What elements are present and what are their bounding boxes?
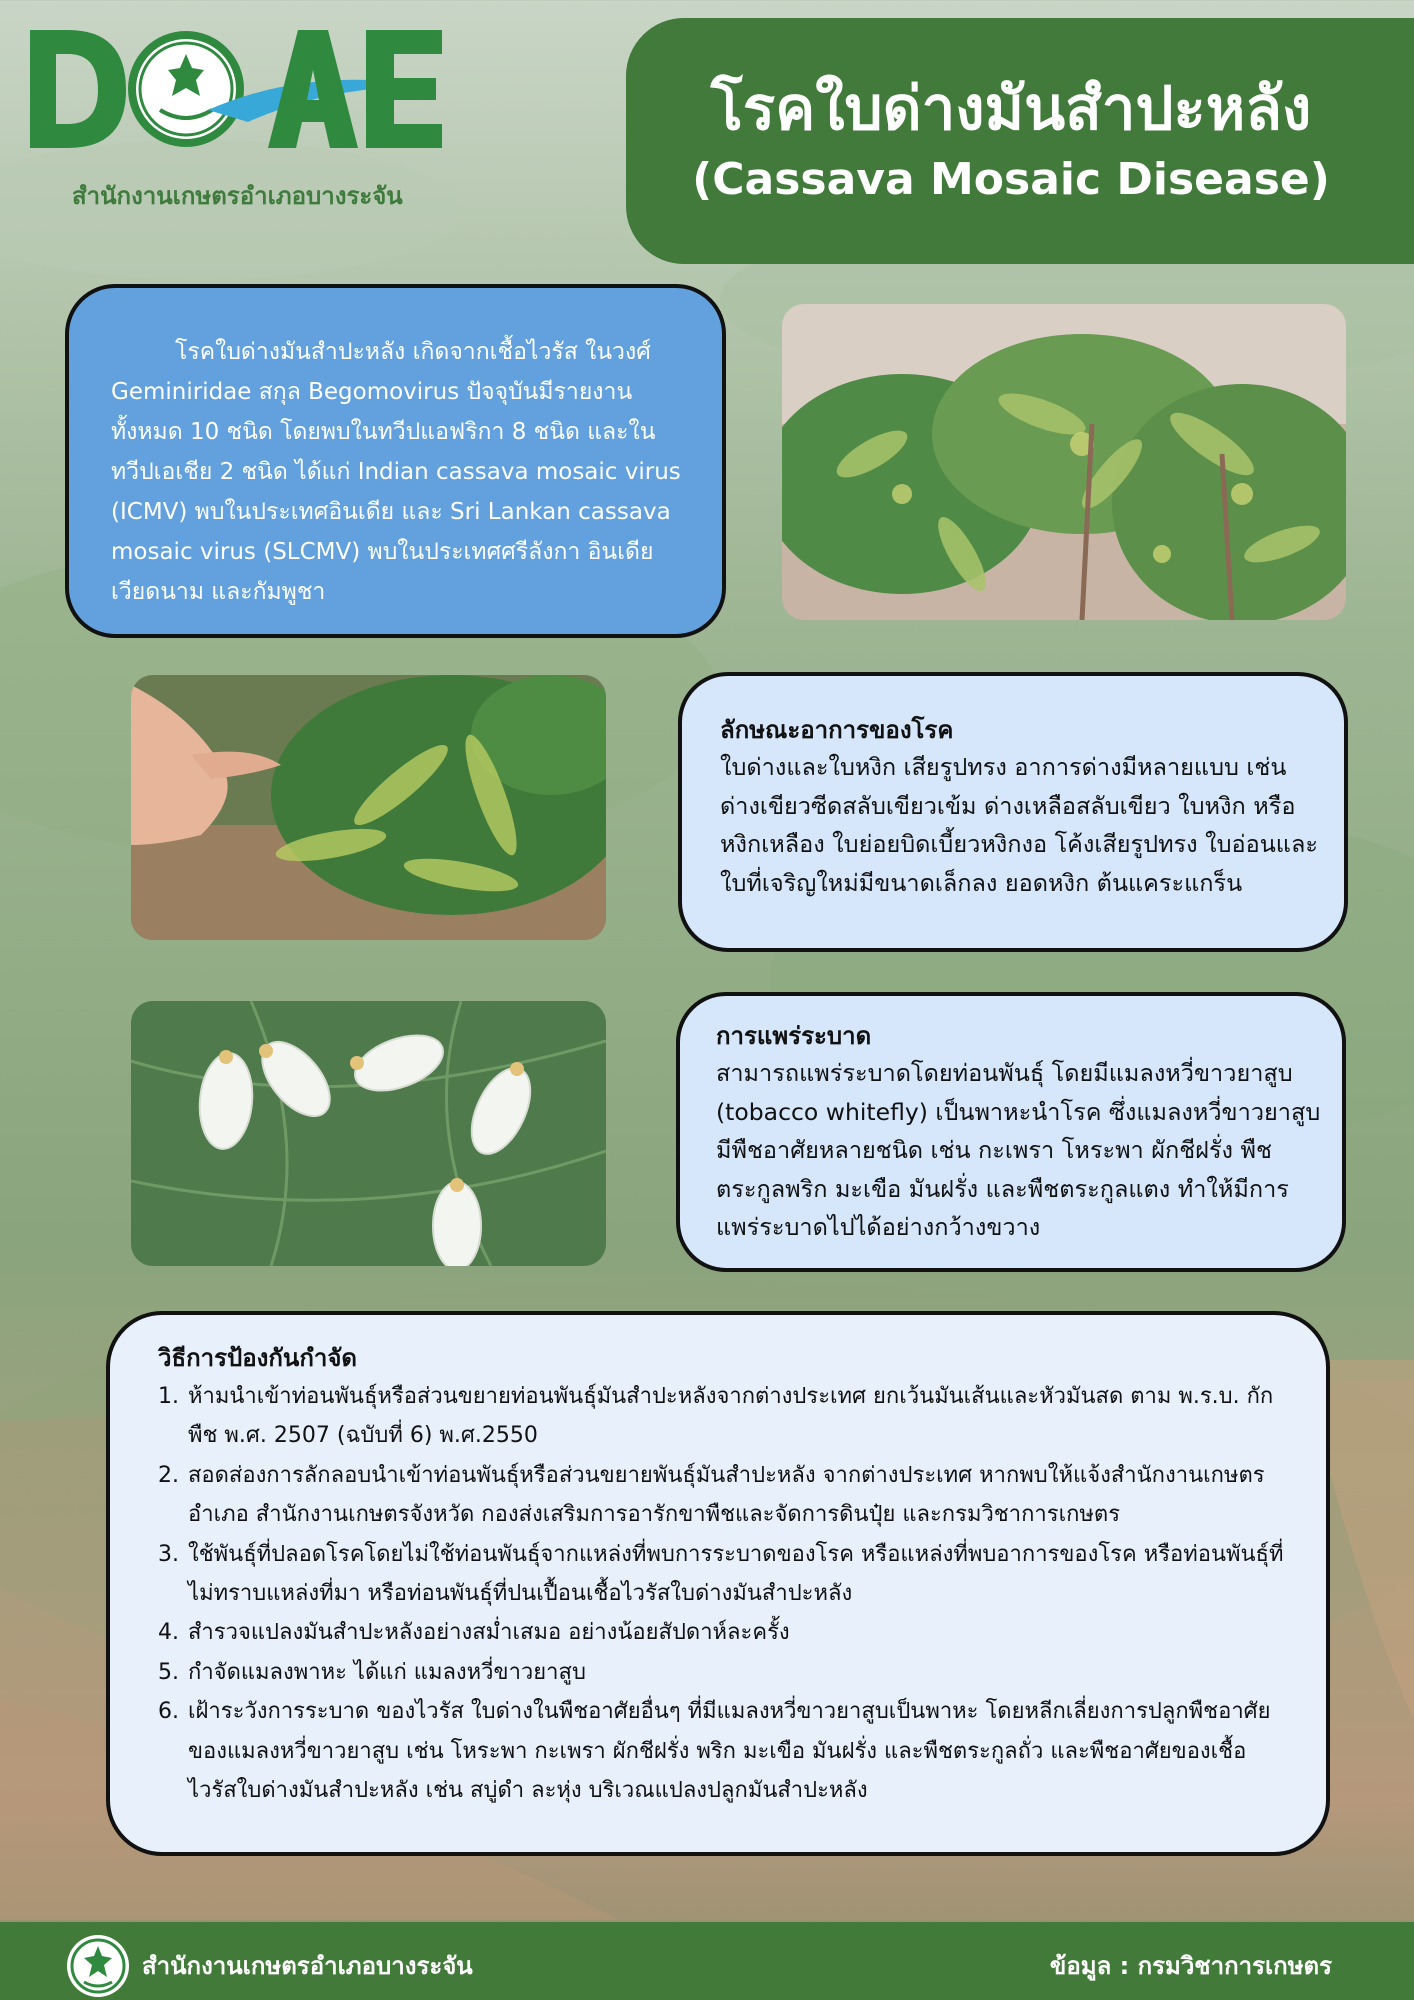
doae-seal-icon — [66, 1934, 130, 1998]
prevention-item-number: 1. — [158, 1384, 179, 1409]
prevention-item — [158, 1456, 1294, 1535]
prevention-item-text: ใช้พันธุ์ที่ปลอดโรคโดยไม่ใช้ท่อนพันธุ์จากแหล่งที่พบการระบาดของโรค หรือแหล่งที่พบอาการของโรค หรือท่อนพันธุ์ที่ไม่ทราบแหล่งที่มา หรือท่อนพันธุ์ที่ปนเปื้อนเชื้อไวรัสใบด่างมันสำปะหลัง — [188, 1541, 1284, 1607]
prevention-item-number: 6. — [158, 1699, 179, 1725]
spread-card — [676, 992, 1346, 1272]
doae-logo — [28, 26, 448, 210]
photo-whiteflies — [131, 1001, 606, 1266]
spread-text: สามารถแพร่ระบาดโดยท่อนพันธุ์ โดยมีแมลงหวี่ขาวยาสูบ (tobacco whitefly) เป็นพาหะนำโรค ซึ่งแมลงหวี่ขาวยาสูบมีพืชอาศัยหลายชนิด เช่น กะเพรา โหระพา ผักชีฝรั่ง พืชตระกูลพริก มะเขือ มันฝรั่ง และพืชตระกูลแตง ทำให้มีการแพร่ระบาดไปได้อย่างกว้างขวาง — [716, 1059, 1321, 1241]
symptoms-heading: ลักษณะอาการของโรค — [720, 716, 954, 744]
title-banner — [626, 18, 1414, 264]
logo-caption: สำนักงานเกษตรอำเภอบางระจัน — [72, 182, 403, 210]
intro-card — [65, 284, 726, 638]
prevention-item-text: กำจัดแมลงพาหะ ได้แก่ แมลงหวี่ขาวยาสูบ — [188, 1659, 586, 1685]
footer-source: ข้อมูล : กรมวิชาการเกษตร — [1049, 1952, 1332, 1980]
prevention-item-number: 3. — [158, 1541, 179, 1567]
prevention-item-text: เฝ้าระวังการระบาด ของไวรัส ใบด่างในพืชอาศัยอื่นๆ ที่มีแมลงหวี่ขาวยาสูบเป็นพาหะ โดยหลีกเลี่ยงการปลูกพืชอาศัยของแมลงหวี่ขาวยาสูบ เช่น โหระพา กะเพรา ผักชีฝรั่ง พริก มะเขือ มันฝรั่ง และพืชตระกูลถั่ว และพืชอาศัยของเชื้อไวรัสใบด่างมันสำปะหลัง เช่น สบู่ดำ ละหุ่ง บริเวณแปลงปลูกมันสำปะหลัง — [188, 1699, 1271, 1804]
prevention-heading: วิธีการป้องกันกำจัด — [158, 1344, 357, 1372]
prevention-item — [158, 1535, 1294, 1614]
photo-mosaic-leaves — [782, 304, 1346, 620]
prevention-item-text: สำรวจแปลงมันสำปะหลังอย่างสม่ำเสมอ อย่างน้อยสัปดาห์ละครั้ง — [188, 1620, 790, 1646]
prevention-item-number: 4. — [158, 1620, 179, 1646]
prevention-item-text: สอดส่องการลักลอบนำเข้าท่อนพันธุ์หรือส่วนขยายพันธุ์มันสำปะหลัง จากต่างประเทศ หากพบให้แจ้งสำนักงานเกษตรอำเภอ สำนักงานเกษตรจังหวัด กองส่งเสริมการอารักขาพืชและจัดการดินปุ๋ย และกรมวิชาการเกษตร — [188, 1462, 1265, 1528]
photo-hand-holding-leaf — [131, 675, 606, 940]
prevention-item-number: 2. — [158, 1462, 179, 1488]
prevention-item — [158, 1613, 1294, 1652]
prevention-list — [158, 1377, 1294, 1810]
page-title: โรคใบด่างมันสำปะหลัง — [710, 74, 1312, 145]
intro-text: โรคใบด่างมันสำปะหลัง เกิดจากเชื้อไวรัส ในวงศ์ Geminiridae สกุล Begomovirus ปัจจุบันมีรายงานทั้งหมด 10 ชนิด โดยพบในทวีปแอฟริกา 8 ชนิด และในทวีปเอเชีย 2 ชนิด ได้แก่ Indian cassava mosaic virus (ICMV) พบในประเทศอินเดีย และ Sri Lankan cassava mosaic virus (SLCMV) พบในประเทศศรีลังกา อินเดีย เวียดนาม และกัมพูชา — [111, 339, 681, 605]
symptoms-text: ใบด่างและใบหงิก เสียรูปทรง อาการด่างมีหลายแบบ เช่น ด่างเขียวซีดสลับเขียวเข้ม ด่างเหลือสลับเขียว ใบหงิก หรือหงิกเหลือง ใบย่อยบิดเบี้ยวหงิกงอ โค้งเสียรูปทรง ใบอ่อนและใบที่เจริญใหม่มีขนาดเล็กลง ยอดหงิก ต้นแคระแกร็น — [720, 753, 1318, 897]
spread-heading: การแพร่ระบาด — [716, 1022, 872, 1050]
prevention-item — [158, 1692, 1294, 1810]
prevention-item — [158, 1653, 1294, 1692]
prevention-item-number: 5. — [158, 1659, 179, 1685]
doae-logo-mark — [28, 26, 448, 151]
prevention-item — [158, 1377, 1294, 1456]
page-subtitle: (Cassava Mosaic Disease) — [692, 154, 1330, 206]
prevention-item-text: ห้ามนำเข้าท่อนพันธุ์หรือส่วนขยายท่อนพันธุ์มันสำปะหลังจากต่างประเทศ ยกเว้นมันเส้นและหัวมันสด ตาม พ.ร.บ. กักพืช พ.ศ. 2507 (ฉบับที่ 6) พ.ศ.2550 — [188, 1384, 1274, 1449]
footer-bar — [0, 1922, 1414, 2000]
symptoms-card — [678, 672, 1348, 952]
footer-office-name: สำนักงานเกษตรอำเภอบางระจัน — [142, 1952, 473, 1980]
prevention-card — [106, 1311, 1330, 1856]
